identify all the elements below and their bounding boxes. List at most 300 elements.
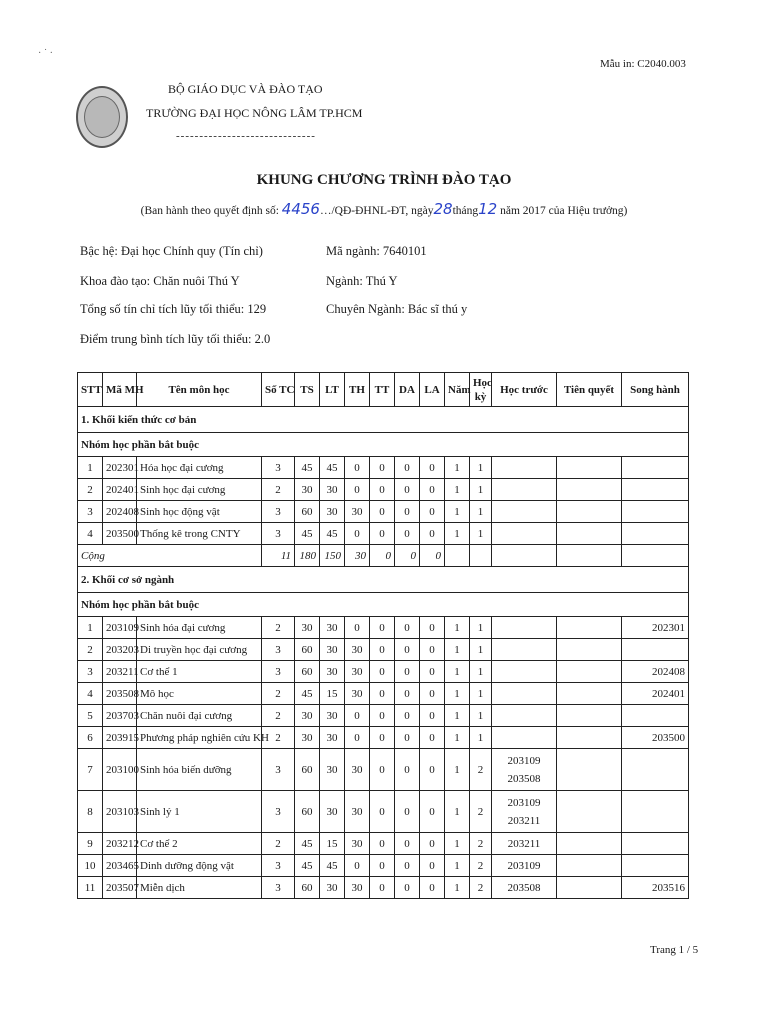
row-required <box>557 877 622 899</box>
row-tt: 0 <box>370 749 395 791</box>
row-prereq <box>492 661 557 683</box>
row-prereq <box>492 855 557 877</box>
table-row <box>78 501 689 523</box>
row-required <box>557 749 622 791</box>
col-header-lt: LT <box>320 373 345 407</box>
row-parallel <box>622 855 689 877</box>
row-prereq <box>492 501 557 523</box>
row-course-name: Sinh lý 1 <box>137 791 262 833</box>
row-parallel: 203516 <box>622 877 689 899</box>
row-la: 0 <box>420 501 445 523</box>
row-code: 203212 <box>103 833 137 855</box>
row-stt: 6 <box>78 727 103 749</box>
row-da: 0 <box>395 617 420 639</box>
row-da: 0 <box>395 877 420 899</box>
row-lt: 30 <box>320 749 345 791</box>
section-row <box>78 407 689 433</box>
row-stt: 8 <box>78 791 103 833</box>
row-year: 1 <box>445 791 470 833</box>
row-prereq <box>492 749 557 791</box>
row-code: 203703 <box>103 705 137 727</box>
col-header-semester <box>470 373 492 407</box>
row-ts: 30 <box>295 705 320 727</box>
row-code: 203100 <box>103 749 137 791</box>
row-credits: 3 <box>262 855 295 877</box>
row-parallel <box>622 501 689 523</box>
section-row <box>78 567 689 593</box>
row-tt: 0 <box>370 479 395 501</box>
row-th: 30 <box>345 749 370 791</box>
row-credits: 2 <box>262 617 295 639</box>
row-stt: 3 <box>78 661 103 683</box>
row-prereq <box>492 523 557 545</box>
row-la: 0 <box>420 661 445 683</box>
row-required <box>557 479 622 501</box>
row-la: 0 <box>420 791 445 833</box>
row-parallel: 202401 <box>622 683 689 705</box>
row-code: 202401 <box>103 479 137 501</box>
row-year: 1 <box>445 639 470 661</box>
row-required <box>557 661 622 683</box>
row-da: 0 <box>395 457 420 479</box>
info-major-code: Mã ngành: 7640101 <box>326 244 427 258</box>
row-th: 0 <box>345 855 370 877</box>
row-ts: 45 <box>295 855 320 877</box>
col-header-required: Tiên quyết <box>557 373 622 407</box>
row-semester: 2 <box>470 791 492 833</box>
row-la: 0 <box>420 639 445 661</box>
row-parallel: 202301 <box>622 617 689 639</box>
row-parallel: 202408 <box>622 661 689 683</box>
table-row <box>78 617 689 639</box>
row-semester: 1 <box>470 639 492 661</box>
row-ts: 30 <box>295 479 320 501</box>
row-code: 203203 <box>103 639 137 661</box>
row-stt: 7 <box>78 749 103 791</box>
semester-top: Học <box>473 376 492 389</box>
group-row <box>78 433 689 457</box>
row-lt: 15 <box>320 833 345 855</box>
info-gpa: Điểm trung bình tích lũy tối thiểu: 2.0 <box>80 332 271 346</box>
prereq-code: 203109 <box>507 859 541 872</box>
row-lt: 30 <box>320 479 345 501</box>
row-da: 0 <box>395 833 420 855</box>
row-stt: 2 <box>78 479 103 501</box>
curriculum-table <box>77 372 689 899</box>
row-da: 0 <box>395 639 420 661</box>
col-header-year: Năm <box>445 373 470 407</box>
row-stt: 10 <box>78 855 103 877</box>
total-tt: 0 <box>370 545 395 567</box>
row-parallel <box>622 705 689 727</box>
row-la: 0 <box>420 683 445 705</box>
row-course-name: Dinh dưỡng động vật <box>137 855 262 877</box>
group-title: Nhóm học phần bắt buộc <box>78 593 689 617</box>
row-parallel <box>622 479 689 501</box>
table-row <box>78 833 689 855</box>
row-tt: 0 <box>370 833 395 855</box>
row-credits: 2 <box>262 479 295 501</box>
row-tt: 0 <box>370 523 395 545</box>
row-tt: 0 <box>370 705 395 727</box>
total-label: Cộng <box>78 545 262 567</box>
prereq-code: 203508 <box>507 772 541 785</box>
decree-number-handwritten: 4456 <box>281 200 320 218</box>
row-year: 1 <box>445 749 470 791</box>
row-semester: 1 <box>470 501 492 523</box>
row-ts: 60 <box>295 501 320 523</box>
prereq-code: 203508 <box>507 881 541 894</box>
row-th: 30 <box>345 791 370 833</box>
decree-day-handwritten: 28 <box>433 200 453 218</box>
row-parallel <box>622 639 689 661</box>
col-header-code: Mã MH <box>103 373 137 407</box>
row-th: 0 <box>345 523 370 545</box>
row-ts: 45 <box>295 523 320 545</box>
row-prereq <box>492 639 557 661</box>
col-header-prereq: Học trước <box>492 373 557 407</box>
col-header-la: LA <box>420 373 445 407</box>
row-lt: 30 <box>320 661 345 683</box>
row-required <box>557 833 622 855</box>
row-course-name: Phương pháp nghiên cứu KH <box>137 727 262 749</box>
row-parallel <box>622 791 689 833</box>
table-row <box>78 791 689 833</box>
semester-bottom: kỳ <box>474 390 487 403</box>
row-year: 1 <box>445 877 470 899</box>
row-th: 30 <box>345 501 370 523</box>
row-code: 203915 <box>103 727 137 749</box>
row-la: 0 <box>420 877 445 899</box>
row-prereq <box>492 791 557 833</box>
decree-suffix: năm 2017 của Hiệu trưởng) <box>497 205 628 217</box>
row-tt: 0 <box>370 791 395 833</box>
table-row <box>78 877 689 899</box>
row-th: 30 <box>345 833 370 855</box>
info-faculty: Khoa đào tạo: Chăn nuôi Thú Y <box>80 274 240 288</box>
row-year: 1 <box>445 855 470 877</box>
row-prereq <box>492 683 557 705</box>
row-stt: 3 <box>78 501 103 523</box>
total-row <box>78 545 689 567</box>
row-stt: 11 <box>78 877 103 899</box>
row-credits: 2 <box>262 683 295 705</box>
table-row <box>78 727 689 749</box>
row-da: 0 <box>395 683 420 705</box>
total-empty <box>470 545 492 567</box>
row-da: 0 <box>395 727 420 749</box>
decree-month-word: tháng <box>452 205 479 217</box>
row-semester: 1 <box>470 457 492 479</box>
row-la: 0 <box>420 523 445 545</box>
row-credits: 3 <box>262 639 295 661</box>
prereq-code: 203109 <box>507 754 541 767</box>
row-credits: 3 <box>262 791 295 833</box>
row-code: 203507 <box>103 877 137 899</box>
decree-middle: …/QĐ-ĐHNL-ĐT, ngày <box>319 205 434 217</box>
table-header-row <box>78 373 689 407</box>
row-credits: 3 <box>262 877 295 899</box>
table-row <box>78 705 689 727</box>
row-lt: 45 <box>320 523 345 545</box>
row-lt: 30 <box>320 705 345 727</box>
row-semester: 1 <box>470 661 492 683</box>
row-semester: 1 <box>470 523 492 545</box>
row-lt: 30 <box>320 877 345 899</box>
table-row <box>78 479 689 501</box>
row-lt: 15 <box>320 683 345 705</box>
col-header-name: Tên môn học <box>137 373 262 407</box>
row-year: 1 <box>445 727 470 749</box>
row-stt: 2 <box>78 639 103 661</box>
row-semester: 2 <box>470 749 492 791</box>
row-tt: 0 <box>370 727 395 749</box>
row-stt: 9 <box>78 833 103 855</box>
col-header-stt: STT <box>78 373 103 407</box>
info-credits: Tổng số tín chỉ tích lũy tối thiểu: 129 <box>80 302 267 316</box>
row-parallel <box>622 833 689 855</box>
table-row <box>78 749 689 791</box>
row-ts: 45 <box>295 683 320 705</box>
row-course-name: Miễn dịch <box>137 877 262 899</box>
row-code: 203211 <box>103 661 137 683</box>
row-required <box>557 639 622 661</box>
row-required <box>557 501 622 523</box>
row-semester: 2 <box>470 877 492 899</box>
row-tt: 0 <box>370 877 395 899</box>
row-th: 0 <box>345 479 370 501</box>
total-th: 30 <box>345 545 370 567</box>
row-ts: 60 <box>295 749 320 791</box>
row-prereq <box>492 617 557 639</box>
row-course-name: Hóa học đại cương <box>137 457 262 479</box>
group-row <box>78 593 689 617</box>
table-row <box>78 855 689 877</box>
row-th: 0 <box>345 457 370 479</box>
row-required <box>557 457 622 479</box>
row-da: 0 <box>395 705 420 727</box>
row-course-name: Sinh hóa biến dưỡng <box>137 749 262 791</box>
row-semester: 1 <box>470 705 492 727</box>
col-header-ts: TS <box>295 373 320 407</box>
row-year: 1 <box>445 705 470 727</box>
prereq-code: 203109 <box>507 796 541 809</box>
info-major: Ngành: Thú Y <box>326 274 398 288</box>
row-stt: 1 <box>78 617 103 639</box>
row-ts: 30 <box>295 617 320 639</box>
row-required <box>557 617 622 639</box>
document-title: KHUNG CHƯƠNG TRÌNH ĐÀO TẠO <box>256 172 512 188</box>
row-year: 1 <box>445 501 470 523</box>
row-da: 0 <box>395 661 420 683</box>
row-da: 0 <box>395 791 420 833</box>
row-course-name: Mô học <box>137 683 262 705</box>
group-title: Nhóm học phần bắt buộc <box>78 433 689 457</box>
page-number: Trang 1 / 5 <box>650 944 699 956</box>
row-ts: 60 <box>295 661 320 683</box>
table-row <box>78 683 689 705</box>
row-stt: 4 <box>78 523 103 545</box>
row-prereq <box>492 479 557 501</box>
row-th: 30 <box>345 639 370 661</box>
prereq-code: 203211 <box>507 814 541 827</box>
university-seal-logo <box>76 86 128 148</box>
col-header-da: DA <box>395 373 420 407</box>
table-row <box>78 523 689 545</box>
table-row <box>78 661 689 683</box>
row-tt: 0 <box>370 661 395 683</box>
row-course-name: Chăn nuôi đại cương <box>137 705 262 727</box>
row-lt: 45 <box>320 855 345 877</box>
row-semester: 2 <box>470 833 492 855</box>
total-empty <box>492 545 557 567</box>
school-name: TRƯỜNG ĐẠI HỌC NÔNG LÂM TP.HCM <box>146 106 363 120</box>
row-course-name: Cơ thể 2 <box>137 833 262 855</box>
table-row <box>78 457 689 479</box>
row-la: 0 <box>420 705 445 727</box>
row-credits: 3 <box>262 749 295 791</box>
row-year: 1 <box>445 457 470 479</box>
row-semester: 1 <box>470 479 492 501</box>
row-da: 0 <box>395 479 420 501</box>
row-da: 0 <box>395 523 420 545</box>
row-th: 0 <box>345 617 370 639</box>
row-year: 1 <box>445 833 470 855</box>
row-required <box>557 523 622 545</box>
row-semester: 1 <box>470 727 492 749</box>
row-stt: 4 <box>78 683 103 705</box>
total-empty <box>557 545 622 567</box>
row-tt: 0 <box>370 617 395 639</box>
row-prereq <box>492 457 557 479</box>
info-specialization: Chuyên Ngành: Bác sĩ thú y <box>326 302 468 316</box>
row-lt: 30 <box>320 501 345 523</box>
section-title: 1. Khối kiến thức cơ bản <box>78 407 689 433</box>
row-tt: 0 <box>370 683 395 705</box>
row-lt: 30 <box>320 791 345 833</box>
row-credits: 3 <box>262 457 295 479</box>
row-course-name: Sinh hóa đại cương <box>137 617 262 639</box>
row-lt: 30 <box>320 639 345 661</box>
row-code: 203103 <box>103 791 137 833</box>
row-code: 203109 <box>103 617 137 639</box>
info-level: Bậc hệ: Đại học Chính quy (Tín chỉ) <box>80 244 263 258</box>
prereq-code: 203211 <box>507 837 541 850</box>
row-credits: 2 <box>262 705 295 727</box>
row-ts: 30 <box>295 727 320 749</box>
row-prereq <box>492 705 557 727</box>
row-code: 202408 <box>103 501 137 523</box>
row-ts: 45 <box>295 833 320 855</box>
row-required <box>557 705 622 727</box>
row-th: 0 <box>345 727 370 749</box>
row-parallel: 203500 <box>622 727 689 749</box>
col-header-credits: Số TC <box>262 373 295 407</box>
row-la: 0 <box>420 457 445 479</box>
row-required <box>557 727 622 749</box>
row-semester: 2 <box>470 855 492 877</box>
total-empty <box>445 545 470 567</box>
row-course-name: Sinh học đại cương <box>137 479 262 501</box>
row-tt: 0 <box>370 501 395 523</box>
row-code: 203465 <box>103 855 137 877</box>
row-ts: 60 <box>295 639 320 661</box>
row-credits: 3 <box>262 661 295 683</box>
row-th: 0 <box>345 705 370 727</box>
row-tt: 0 <box>370 855 395 877</box>
row-credits: 2 <box>262 727 295 749</box>
row-credits: 3 <box>262 523 295 545</box>
col-header-tt: TT <box>370 373 395 407</box>
section-title: 2. Khối cơ sở ngành <box>78 567 689 593</box>
row-prereq <box>492 727 557 749</box>
row-semester: 1 <box>470 683 492 705</box>
header-separator: ------------------------------ <box>176 130 316 142</box>
row-ts: 60 <box>295 877 320 899</box>
row-code: 202301 <box>103 457 137 479</box>
row-code: 203500 <box>103 523 137 545</box>
row-stt: 5 <box>78 705 103 727</box>
scan-specks: · ˙ · <box>38 48 53 59</box>
row-lt: 45 <box>320 457 345 479</box>
row-semester: 1 <box>470 617 492 639</box>
row-required <box>557 855 622 877</box>
row-ts: 45 <box>295 457 320 479</box>
row-course-name: Di truyền học đại cương <box>137 639 262 661</box>
row-required <box>557 791 622 833</box>
row-year: 1 <box>445 523 470 545</box>
row-code: 203508 <box>103 683 137 705</box>
row-la: 0 <box>420 855 445 877</box>
row-da: 0 <box>395 749 420 791</box>
row-la: 0 <box>420 617 445 639</box>
decree-prefix: (Ban hành theo quyết định số: <box>140 205 282 217</box>
table-row <box>78 639 689 661</box>
row-stt: 1 <box>78 457 103 479</box>
row-year: 1 <box>445 479 470 501</box>
row-year: 1 <box>445 683 470 705</box>
row-course-name: Sinh học động vật <box>137 501 262 523</box>
row-da: 0 <box>395 501 420 523</box>
ministry-name: BỘ GIÁO DỤC VÀ ĐÀO TẠO <box>168 82 323 96</box>
row-course-name: Cơ thể 1 <box>137 661 262 683</box>
total-credits: 11 <box>262 545 295 567</box>
row-tt: 0 <box>370 457 395 479</box>
row-parallel <box>622 523 689 545</box>
row-prereq <box>492 833 557 855</box>
total-empty <box>622 545 689 567</box>
row-th: 30 <box>345 877 370 899</box>
total-lt: 150 <box>320 545 345 567</box>
total-da: 0 <box>395 545 420 567</box>
row-la: 0 <box>420 833 445 855</box>
col-header-parallel: Song hành <box>622 373 689 407</box>
decree-month-handwritten: 12 <box>478 200 498 218</box>
decree-line <box>0 200 768 218</box>
row-year: 1 <box>445 661 470 683</box>
total-ts: 180 <box>295 545 320 567</box>
row-credits: 3 <box>262 501 295 523</box>
form-code: Mẫu in: C2040.003 <box>600 58 686 70</box>
row-ts: 60 <box>295 791 320 833</box>
row-parallel <box>622 457 689 479</box>
total-la: 0 <box>420 545 445 567</box>
row-lt: 30 <box>320 727 345 749</box>
col-header-th: TH <box>345 373 370 407</box>
row-course-name: Thống kê trong CNTY <box>137 523 262 545</box>
row-da: 0 <box>395 855 420 877</box>
row-la: 0 <box>420 479 445 501</box>
